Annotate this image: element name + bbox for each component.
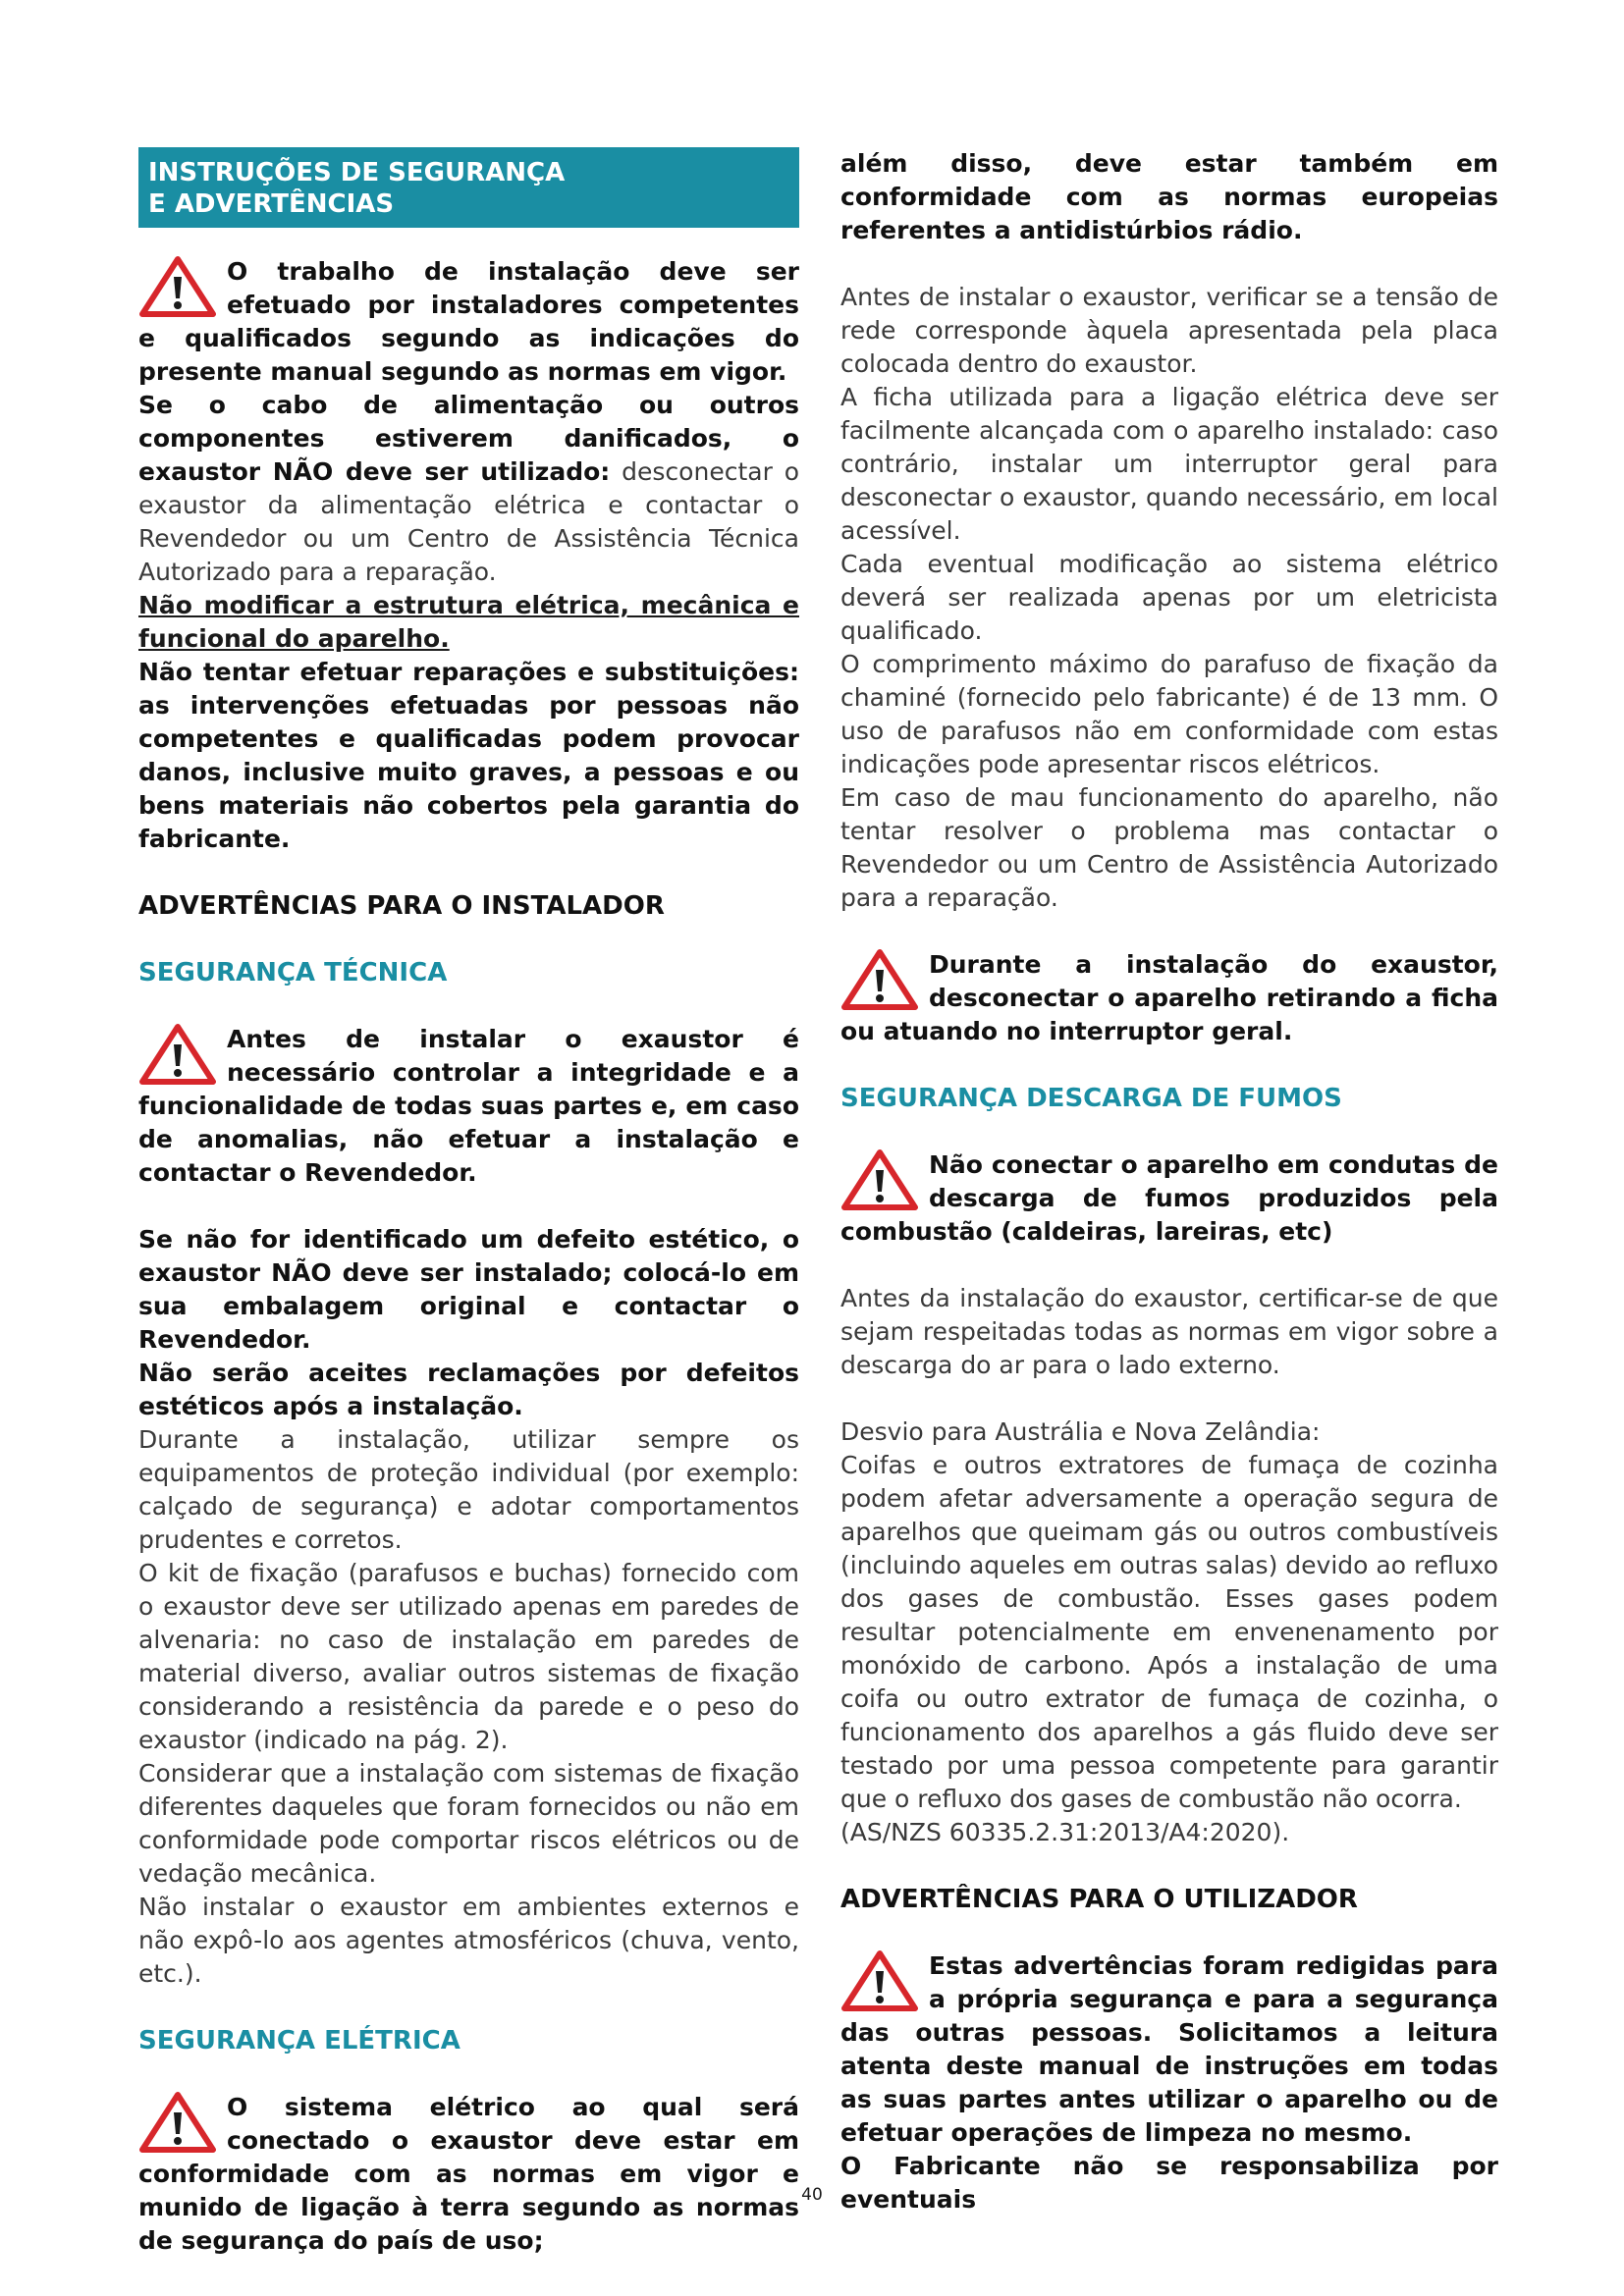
warning-block-installation [138, 255, 799, 856]
heading-installer-warnings: ADVERTÊNCIAS PARA O INSTALADOR [138, 891, 665, 921]
outdoor-paragraph: Não instalar o exaustor em ambientes externos e não expô-lo aos agentes atmosféricos (chuva, vento, etc.). [138, 1893, 799, 1988]
warning-text: Não conectar o aparelho em condutas de descarga de fumos produzidos pela combustão (caldeiras, lareiras, etc) [840, 1150, 1498, 1246]
voltage-paragraph: Antes de instalar o exaustor, verificar se a tensão de rede corresponde àquela apresentada pela placa colocada dentro do exaustor. [840, 283, 1498, 378]
no-repair-text: Não tentar efetuar reparações e substituições: as intervenções efetuadas por pessoas não competentes e qualificadas podem provocar danos, inclusive muito graves, a pessoas e ou bens materiais não cobertos pela garantia do fabricante. [138, 658, 799, 853]
warning-block-disconnect [840, 948, 1498, 1048]
damaged-cable-paragraph [138, 389, 799, 589]
warning-triangle-icon [138, 255, 217, 318]
warning-text: Durante a instalação do exaustor, desconectar o aparelho retirando a ficha ou atuando no interruptor geral. [840, 950, 1498, 1045]
fixing-systems-paragraph: Considerar que a instalação com sistemas de fixação diferentes daqueles que foram fornecidos ou não em conformidade pode comportar riscos elétricos ou de vedação mecânica. [138, 1759, 799, 1888]
warning-text: O trabalho de instalação deve ser efetuado por instaladores competentes e qualificados segundo as indicações do presente manual segundo as normas em vigor. [138, 257, 799, 386]
damaged-cable-light: desconectar o exaustor da alimentação elétrica e contactar o Revendedor ou um Centro de Assistência Técnica Autorizado para a reparação. [138, 457, 799, 586]
heading-technical-safety: SEGURANÇA TÉCNICA [138, 958, 448, 988]
continuation-paragraph: além disso, deve estar também em conformidade com as normas europeias referentes a antidistúrbios rádio. [840, 149, 1498, 244]
modification-paragraph: Cada eventual modificação ao sistema elétrico deverá ser realizada apenas por um eletricista qualificado. [840, 550, 1498, 645]
fixing-kit-paragraph: O kit de fixação (parafusos e buchas) fornecido com o exaustor deve ser utilizado apenas em paredes de alvenaria: no caso de instalação em paredes de material diverso, avaliar outros sistemas de fixação considerando a resistência da parede e o peso do exaustor (indicado na pág. 2). [138, 1559, 799, 1754]
before-installation-paragraph: Antes da instalação do exaustor, certificar-se de que sejam respeitadas todas as normas em vigor sobre a descarga do ar para o lado externo. [840, 1284, 1498, 1379]
warning-block-flue [840, 1148, 1498, 1249]
warning-triangle-icon [840, 1148, 919, 1211]
malfunction-paragraph: Em caso de mau funcionamento do aparelho, não tentar resolver o problema mas contactar o Revendedor ou um Centro de Assistência Autorizado para a reparação. [840, 783, 1498, 912]
heading-electrical-safety: SEGURANÇA ELÉTRICA [138, 2026, 460, 2056]
defect-paragraph: Se não for identificado um defeito estético, o exaustor NÃO deve ser instalado; colocá-lo em sua embalagem original e contactar o Revendedor. [138, 1225, 799, 1354]
warning-triangle-icon [138, 2091, 217, 2154]
page-number: 40 [801, 2185, 823, 2205]
claims-paragraph: Não serão aceites reclamações por defeitos estéticos após a instalação. [138, 1359, 799, 1420]
heading-user-warnings: ADVERTÊNCIAS PARA O UTILIZADOR [840, 1885, 1358, 1914]
plug-paragraph: A ficha utilizada para a ligação elétrica deve ser facilmente alcançada com o aparelho instalado: caso contrário, instalar um interruptor geral para desconectar o exaustor, quando necessário, em local acessível. [840, 383, 1498, 545]
heading-fume-discharge-safety: SEGURANÇA DESCARGA DE FUMOS [840, 1084, 1342, 1113]
screw-paragraph: O comprimento máximo do parafuso de fixação da chaminé (fornecido pelo fabricante) é de 13 mm. O uso de parafusos não em conformidade com estas indicações pode apresentar riscos elétricos. [840, 650, 1498, 778]
damaged-cable-bold: Se o cabo de alimentação ou outros componentes estiverem danificados, o exaustor NÃO deve ser utilizado: [138, 391, 799, 486]
left-column [138, 147, 799, 2258]
warning-block-electrical [138, 2091, 799, 2258]
warning-text: Estas advertências foram redigidas para a própria segurança e para a segurança das outras pessoas. Solicitamos a leitura atenta deste manual de instruções em todas as suas partes antes utilizar o aparelho ou de efetuar operações de limpeza no mesmo. [840, 1951, 1498, 2147]
deviation-paragraph: Desvio para Austrália e Nova Zelândia: [840, 1417, 1321, 1446]
right-column [840, 147, 1498, 2216]
warning-triangle-icon [138, 1023, 217, 1086]
title-line-1: INSTRUÇÕES DE SEGURANÇA [148, 158, 566, 187]
warning-text: Antes de instalar o exaustor é necessário controlar a integridade e a funcionalidade de todas suas partes e, em caso de anomalias, não efetuar a instalação e contactar o Revendedor. [138, 1025, 799, 1187]
section-title-banner [138, 147, 799, 228]
warning-triangle-icon [840, 948, 919, 1011]
warning-block-integrity [138, 1023, 799, 1190]
title-line-2: E ADVERTÊNCIAS [148, 189, 395, 219]
standard-reference: (AS/NZS 60335.2.31:2013/A4:2020). [840, 1818, 1290, 1846]
hoods-paragraph: Coifas e outros extratores de fumaça de cozinha podem afetar adversamente a operação segura de aparelhos que queimam gás ou outros combustíveis (incluindo aqueles em outras salas) devido ao refluxo dos gases de combustão. Esses gases podem resultar potencialmente em envenenamento por monóxido de carbono. Após a instalação de uma coifa ou outro extrator de fumaça de cozinha, o funcionamento dos aparelhos a gás fluido deve ser testado por uma pessoa competente para garantir que o refluxo dos gases de combustão não ocorra. [840, 1451, 1498, 1813]
warning-triangle-icon [840, 1949, 919, 2012]
ppe-paragraph: Durante a instalação, utilizar sempre os equipamentos de proteção individual (por exemplo: calçado de segurança) e adotar comportamentos prudentes e corretos. [138, 1425, 799, 1554]
manufacturer-paragraph: O Fabricante não se responsabiliza por eventuais [840, 2152, 1498, 2214]
warning-block-user [840, 1949, 1498, 2150]
no-modify-text: Não modificar a estrutura elétrica, mecânica e funcional do aparelho. [138, 591, 799, 653]
warning-text: O sistema elétrico ao qual será conectado o exaustor deve estar em conformidade com as normas em vigor e munido de ligação à terra segundo as normas de segurança do país de uso; [138, 2093, 799, 2255]
